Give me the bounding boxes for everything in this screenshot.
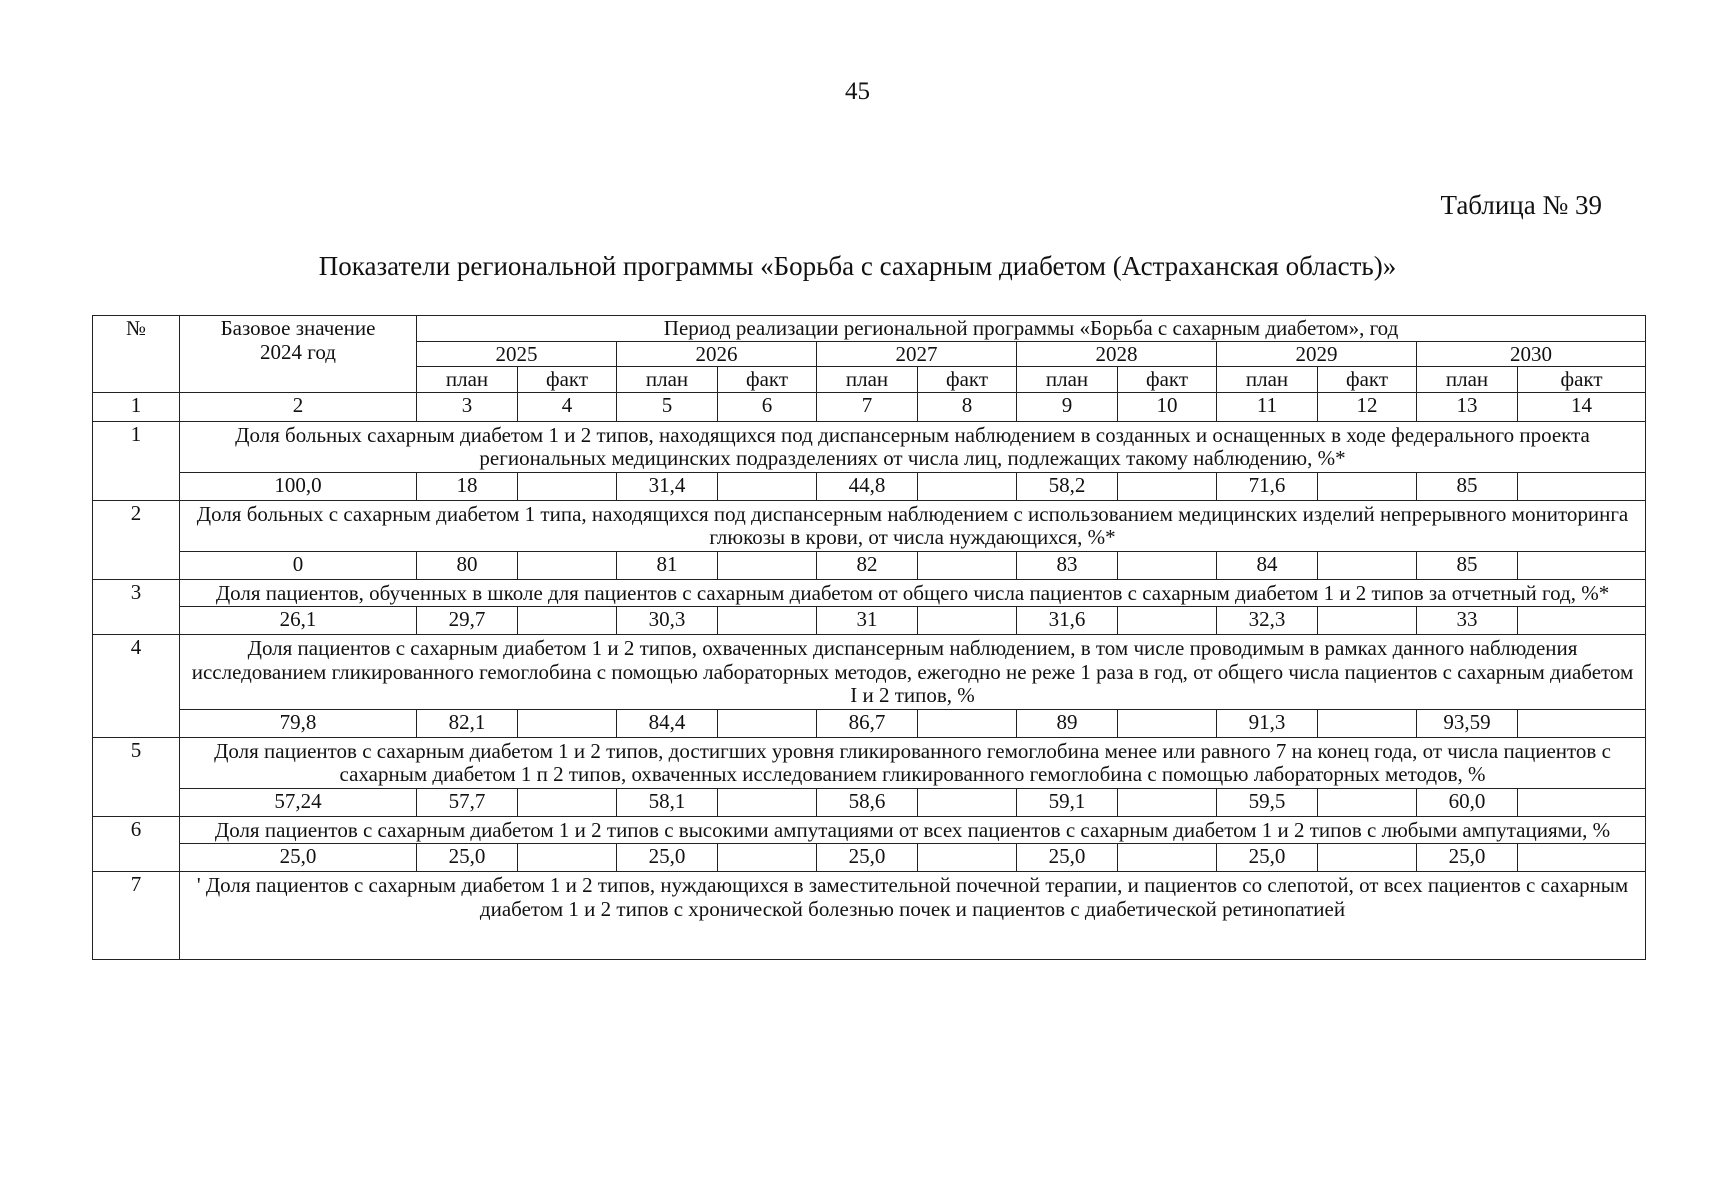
indicator-value: 18 bbox=[417, 472, 518, 500]
indicator-description: Доля пациентов с сахарным диабетом 1 и 2 типов с высокими ампутациями от всех пациентов с сахарным диабетом 1 и 2 типов с любыми ампутациями, % bbox=[180, 816, 1646, 844]
indicator-value bbox=[518, 472, 617, 500]
indicator-value bbox=[718, 709, 817, 737]
indicator-value bbox=[1318, 788, 1417, 816]
table-number: Таблица № 39 bbox=[1440, 190, 1602, 220]
indicator-number: 4 bbox=[93, 635, 180, 738]
indicator-description: Доля больных сахарным диабетом 1 и 2 типов, находящихся под диспансерным наблюдением в созданных и оснащенных в ходе федерального проекта региональных медицинских подразделениях от числа лиц, подлежащих такому наблюдению, %* bbox=[180, 421, 1646, 472]
indicator-value bbox=[1518, 709, 1646, 737]
column-number: 4 bbox=[518, 392, 617, 421]
indicator-description: Доля больных с сахарным диабетом 1 типа, находящихся под диспансерным наблюдением с использованием медицинских изделий непрерывного мониторинга глюкозы в крови, от числа нуждающихся, %* bbox=[180, 500, 1646, 551]
header-plan: план bbox=[417, 367, 518, 393]
indicator-value bbox=[718, 551, 817, 579]
column-number: 12 bbox=[1318, 392, 1417, 421]
indicator-description-row bbox=[93, 635, 1646, 710]
column-number: 5 bbox=[617, 392, 718, 421]
indicator-value bbox=[918, 607, 1017, 635]
indicator-values-row bbox=[93, 551, 1646, 579]
indicator-value bbox=[1518, 788, 1646, 816]
header-fact: факт bbox=[518, 367, 617, 393]
indicator-value: 32,3 bbox=[1217, 607, 1318, 635]
indicator-description-row bbox=[93, 421, 1646, 472]
indicator-value bbox=[918, 844, 1017, 872]
column-number: 8 bbox=[918, 392, 1017, 421]
column-number: 7 bbox=[817, 392, 918, 421]
indicator-value bbox=[518, 551, 617, 579]
indicator-values-row bbox=[93, 709, 1646, 737]
indicator-description: Доля пациентов, обученных в школе для пациентов с сахарным диабетом от общего числа пациентов с сахарным диабетом 1 и 2 типов за отчетный год, %* bbox=[180, 579, 1646, 607]
indicator-value: 81 bbox=[617, 551, 718, 579]
indicators-table bbox=[92, 315, 1646, 960]
header-year: 2028 bbox=[1017, 341, 1217, 367]
indicator-value: 31,6 bbox=[1017, 607, 1118, 635]
indicator-value bbox=[1118, 788, 1217, 816]
indicator-value bbox=[718, 844, 817, 872]
column-numbers-row bbox=[93, 392, 1646, 421]
header-base-line2: 2024 год bbox=[260, 339, 336, 364]
indicator-value: 79,8 bbox=[180, 709, 417, 737]
document-title: Показатели региональной программы «Борьба с сахарным диабетом (Астраханская область)» bbox=[318, 251, 1397, 281]
header-year: 2030 bbox=[1417, 341, 1646, 367]
header-year: 2026 bbox=[617, 341, 817, 367]
indicator-value: 0 bbox=[180, 551, 417, 579]
header-base-value bbox=[180, 316, 417, 393]
indicator-value bbox=[518, 788, 617, 816]
indicator-value bbox=[918, 788, 1017, 816]
indicator-value: 57,24 bbox=[180, 788, 417, 816]
indicator-value: 25,0 bbox=[817, 844, 918, 872]
column-number: 1 bbox=[93, 392, 180, 421]
indicator-description-row bbox=[93, 579, 1646, 607]
indicator-value: 25,0 bbox=[417, 844, 518, 872]
indicator-number: 5 bbox=[93, 737, 180, 816]
indicator-value: 100,0 bbox=[180, 472, 417, 500]
indicator-description-row bbox=[93, 816, 1646, 844]
indicator-value: 31 bbox=[817, 607, 918, 635]
indicator-value: 31,4 bbox=[617, 472, 718, 500]
indicator-value bbox=[518, 709, 617, 737]
column-number: 11 bbox=[1217, 392, 1318, 421]
indicator-value: 26,1 bbox=[180, 607, 417, 635]
header-year: 2025 bbox=[417, 341, 617, 367]
column-number: 9 bbox=[1017, 392, 1118, 421]
indicator-values-row bbox=[93, 844, 1646, 872]
indicator-value: 25,0 bbox=[180, 844, 417, 872]
indicator-value: 44,8 bbox=[817, 472, 918, 500]
indicator-value bbox=[1118, 607, 1217, 635]
header-period: Период реализации региональной программы «Борьба с сахарным диабетом», год bbox=[417, 316, 1646, 342]
indicator-value bbox=[918, 472, 1017, 500]
header-plan: план bbox=[617, 367, 718, 393]
indicator-value: 84,4 bbox=[617, 709, 718, 737]
indicator-value: 29,7 bbox=[417, 607, 518, 635]
header-plan: план bbox=[817, 367, 918, 393]
indicator-value: 25,0 bbox=[1217, 844, 1318, 872]
page-number: 45 bbox=[845, 78, 870, 105]
indicator-value bbox=[1318, 472, 1417, 500]
indicator-value bbox=[718, 607, 817, 635]
indicator-value bbox=[1318, 607, 1417, 635]
indicator-number: 6 bbox=[93, 816, 180, 872]
indicator-value: 85 bbox=[1417, 472, 1518, 500]
indicator-description-row bbox=[93, 500, 1646, 551]
header-year: 2029 bbox=[1217, 341, 1417, 367]
indicator-value bbox=[1118, 472, 1217, 500]
indicator-description-row bbox=[93, 872, 1646, 960]
column-number: 2 bbox=[180, 392, 417, 421]
header-base-line1: Базовое значение bbox=[220, 316, 376, 340]
indicator-value: 25,0 bbox=[1417, 844, 1518, 872]
indicator-value: 93,59 bbox=[1417, 709, 1518, 737]
indicator-value bbox=[1318, 551, 1417, 579]
header-fact: факт bbox=[1118, 367, 1217, 393]
indicator-value: 58,6 bbox=[817, 788, 918, 816]
indicator-value bbox=[1118, 709, 1217, 737]
indicator-number: 3 bbox=[93, 579, 180, 635]
indicator-value bbox=[1518, 551, 1646, 579]
indicator-value: 59,1 bbox=[1017, 788, 1118, 816]
header-fact: факт bbox=[1318, 367, 1417, 393]
indicator-value bbox=[1518, 844, 1646, 872]
indicator-value bbox=[918, 551, 1017, 579]
indicator-description: Доля пациентов с сахарным диабетом 1 и 2 типов, охваченных диспансерным наблюдением, в том числе проводимым в рамках данного наблюдения исследованием гликированного гемоглобина с помощью лабораторных методов, ежегодно не реже 1 раза в год, от общего числа пациентов с сахарным диабетом I и 2 типов, % bbox=[180, 635, 1646, 710]
indicator-value bbox=[518, 607, 617, 635]
indicator-value: 84 bbox=[1217, 551, 1318, 579]
indicator-description-row bbox=[93, 737, 1646, 788]
indicator-number: 2 bbox=[93, 500, 180, 579]
indicator-value: 30,3 bbox=[617, 607, 718, 635]
header-fact: факт bbox=[1518, 367, 1646, 393]
header-plan: план bbox=[1417, 367, 1518, 393]
indicator-value: 91,3 bbox=[1217, 709, 1318, 737]
indicator-number: 7 bbox=[93, 872, 180, 960]
header-row bbox=[93, 316, 1646, 342]
column-number: 13 bbox=[1417, 392, 1518, 421]
indicator-description: ' Доля пациентов с сахарным диабетом 1 и 2 типов, нуждающихся в заместительной почечной терапии, и пациентов со слепотой, от всех пациентов с сахарным диабетом 1 и 2 типов с хронической болезнью почек и пациентов с диабетической ретинопатией bbox=[180, 872, 1646, 960]
indicator-value bbox=[1518, 472, 1646, 500]
indicator-value bbox=[1518, 607, 1646, 635]
indicator-values-row bbox=[93, 472, 1646, 500]
header-number: № bbox=[93, 316, 180, 393]
indicator-values-row bbox=[93, 607, 1646, 635]
header-fact: факт bbox=[718, 367, 817, 393]
indicator-value bbox=[518, 844, 617, 872]
indicator-value bbox=[1318, 709, 1417, 737]
indicator-value bbox=[1318, 844, 1417, 872]
header-fact: факт bbox=[918, 367, 1017, 393]
indicator-value bbox=[1118, 844, 1217, 872]
indicator-value: 59,5 bbox=[1217, 788, 1318, 816]
indicator-value: 82 bbox=[817, 551, 918, 579]
indicator-value: 86,7 bbox=[817, 709, 918, 737]
indicator-value: 25,0 bbox=[617, 844, 718, 872]
indicator-value: 33 bbox=[1417, 607, 1518, 635]
indicator-value: 82,1 bbox=[417, 709, 518, 737]
column-number: 14 bbox=[1518, 392, 1646, 421]
indicator-value: 60,0 bbox=[1417, 788, 1518, 816]
indicator-value: 57,7 bbox=[417, 788, 518, 816]
indicator-value: 85 bbox=[1417, 551, 1518, 579]
indicator-value bbox=[1118, 551, 1217, 579]
indicator-value bbox=[718, 788, 817, 816]
column-number: 10 bbox=[1118, 392, 1217, 421]
indicator-value: 58,1 bbox=[617, 788, 718, 816]
indicator-value: 25,0 bbox=[1017, 844, 1118, 872]
header-plan: план bbox=[1217, 367, 1318, 393]
header-year: 2027 bbox=[817, 341, 1017, 367]
indicator-number: 1 bbox=[93, 421, 180, 500]
indicator-values-row bbox=[93, 788, 1646, 816]
indicator-value: 58,2 bbox=[1017, 472, 1118, 500]
indicator-value: 89 bbox=[1017, 709, 1118, 737]
indicator-value: 71,6 bbox=[1217, 472, 1318, 500]
indicator-value: 80 bbox=[417, 551, 518, 579]
header-plan: план bbox=[1017, 367, 1118, 393]
indicator-description: Доля пациентов с сахарным диабетом 1 и 2 типов, достигших уровня гликированного гемоглобина менее или равного 7 на конец года, от числа пациентов с сахарным диабетом 1 п 2 типов, охваченных исследованием гликированного гемоглобина с помощью лабораторных методов, % bbox=[180, 737, 1646, 788]
column-number: 3 bbox=[417, 392, 518, 421]
indicator-value bbox=[918, 709, 1017, 737]
indicator-value bbox=[718, 472, 817, 500]
indicator-value: 83 bbox=[1017, 551, 1118, 579]
column-number: 6 bbox=[718, 392, 817, 421]
